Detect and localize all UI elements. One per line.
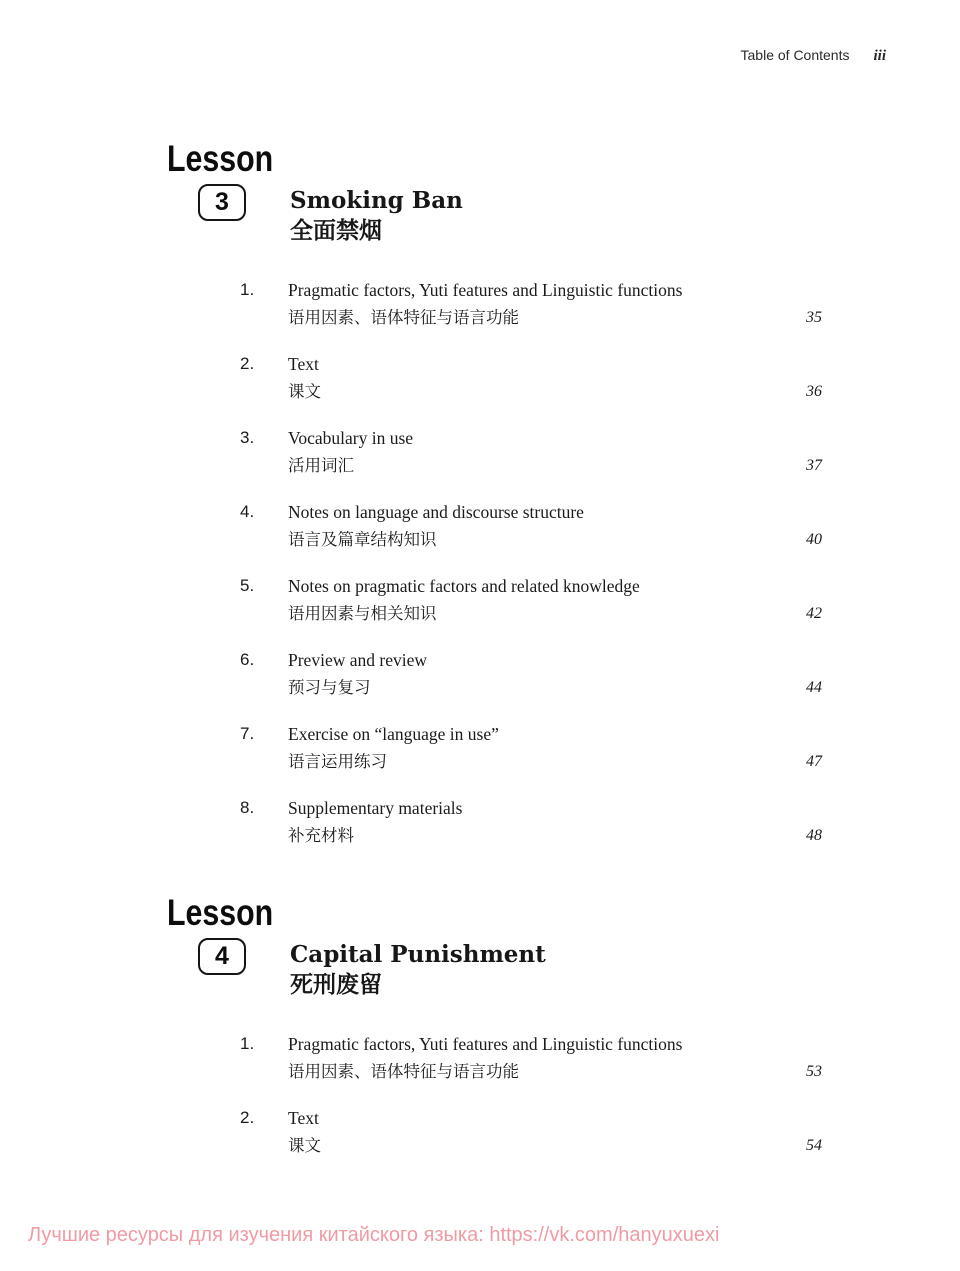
- item-text: [288, 1030, 792, 1085]
- item-title-en: Exercise on “language in use”: [288, 724, 499, 744]
- item-number: 6.: [240, 650, 255, 669]
- page-folio: iii: [873, 48, 886, 64]
- running-header-title: Table of Contents: [740, 47, 850, 63]
- item-title-en: Supplementary materials: [288, 798, 463, 818]
- item-text: [288, 424, 792, 479]
- toc-item: [167, 646, 822, 701]
- item-title-en: Preview and review: [288, 650, 427, 670]
- item-title-zh: 活用词汇: [288, 456, 354, 475]
- lesson-4-title-en: Capital Punishment: [290, 941, 546, 968]
- item-title-zh: 语用因素与相关知识: [288, 604, 437, 623]
- item-title-en: Notes on language and discourse structure: [288, 502, 584, 522]
- toc-item: [167, 794, 822, 849]
- toc-content: [167, 140, 822, 1185]
- lesson-4-title-zh: 死刑废留: [290, 972, 382, 997]
- toc-item: [167, 498, 822, 553]
- item-number: 1.: [240, 1034, 255, 1053]
- item-title-en: Pragmatic factors, Yuti features and Linguistic functions: [288, 1034, 683, 1054]
- lesson-3-label: Lesson: [167, 138, 274, 179]
- item-page-number: 54: [806, 1137, 822, 1154]
- item-text: [288, 794, 792, 849]
- lesson-3-titles: [290, 186, 463, 247]
- watermark-text: Лучшие ресурсы для изучения китайского языка: https://vk.com/hanyuxuexi: [28, 1224, 720, 1246]
- lesson-3-items: [167, 276, 822, 849]
- item-page-number: 53: [806, 1063, 822, 1080]
- lesson-3-title-zh: 全面禁烟: [290, 218, 382, 243]
- toc-item: [167, 1030, 822, 1085]
- item-number: 3.: [240, 428, 255, 447]
- lesson-4-heading: [167, 938, 822, 1001]
- toc-item: [167, 1104, 822, 1159]
- item-title-zh: 语用因素、语体特征与语言功能: [288, 308, 519, 327]
- toc-item: [167, 350, 822, 405]
- toc-item: [167, 572, 822, 627]
- toc-item: [167, 276, 822, 331]
- lesson-3-heading: [167, 184, 822, 247]
- item-number: 2.: [240, 354, 255, 373]
- item-title-zh: 语用因素、语体特征与语言功能: [288, 1062, 519, 1081]
- item-title-en: Pragmatic factors, Yuti features and Linguistic functions: [288, 280, 683, 300]
- item-page-number: 47: [806, 753, 822, 770]
- lesson-4-block: [167, 894, 822, 1159]
- item-title-en: Text: [288, 354, 319, 374]
- item-number: 4.: [240, 502, 255, 521]
- item-number: 2.: [240, 1108, 255, 1127]
- item-title-zh: 课文: [288, 1136, 321, 1155]
- item-number: 8.: [240, 798, 255, 817]
- item-text: [288, 572, 792, 627]
- item-text: [288, 720, 792, 775]
- item-number: 7.: [240, 724, 255, 743]
- lesson-3-block: [167, 140, 822, 849]
- item-title-zh: 补充材料: [288, 826, 354, 845]
- item-page-number: 35: [806, 309, 822, 326]
- lesson-4-label: Lesson: [167, 892, 274, 933]
- item-title-en: Notes on pragmatic factors and related knowledge: [288, 576, 640, 596]
- item-text: [288, 350, 792, 405]
- toc-item: [167, 720, 822, 775]
- item-text: [288, 276, 792, 331]
- item-page-number: 42: [806, 605, 822, 622]
- item-title-zh: 语言及篇章结构知识: [288, 530, 437, 549]
- running-header: [0, 47, 886, 65]
- item-number: 5.: [240, 576, 255, 595]
- item-title-zh: 语言运用练习: [288, 752, 387, 771]
- item-page-number: 44: [806, 679, 822, 696]
- lesson-4-number-badge: 4: [198, 938, 246, 975]
- item-page-number: 36: [806, 383, 822, 400]
- item-page-number: 40: [806, 531, 822, 548]
- item-title-en: Vocabulary in use: [288, 428, 414, 448]
- toc-item: [167, 424, 822, 479]
- item-title-en: Text: [288, 1108, 319, 1128]
- item-text: [288, 1104, 792, 1159]
- item-page-number: 48: [806, 827, 822, 844]
- lesson-4-items: [167, 1030, 822, 1159]
- lesson-3-title-en: Smoking Ban: [290, 187, 463, 214]
- item-page-number: 37: [806, 457, 822, 474]
- item-number: 1.: [240, 280, 255, 299]
- item-title-zh: 预习与复习: [288, 678, 371, 697]
- item-text: [288, 646, 792, 701]
- item-text: [288, 498, 792, 553]
- item-title-zh: 课文: [288, 382, 321, 401]
- lesson-4-titles: [290, 940, 546, 1001]
- lesson-3-number-badge: 3: [198, 184, 246, 221]
